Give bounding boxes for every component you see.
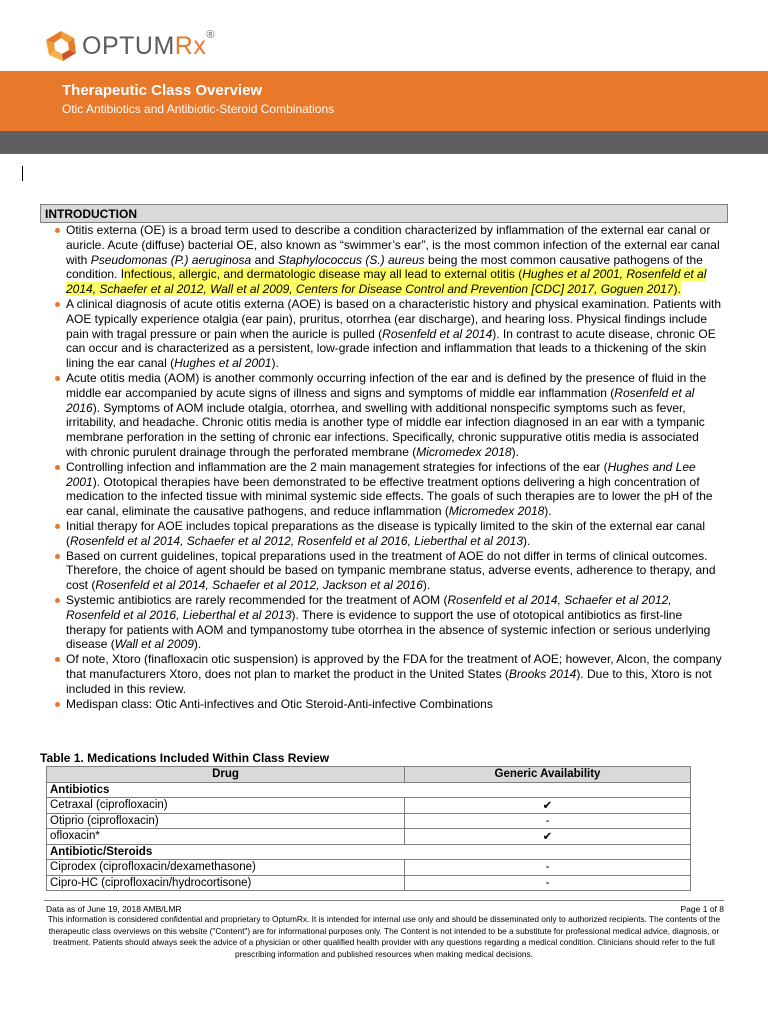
group-label: Antibiotic/Steroids [47,844,691,860]
title-banner [0,71,768,131]
bullet-italic: Staphylococcus (S.) aureus [277,252,425,267]
bullet-text: being the most common causative pathogens of the condition. [66,252,703,282]
bullet-text: Controlling infection and inflammation are the 2 main management strategies for infections of the ear ( [66,459,608,474]
bullet-text: ). [193,637,202,652]
bullet-text: Medispan class: Otic Anti-infectives and Otic Steroid-Anti-infective Combinations [66,696,493,711]
column-header-generic: Generic Availability [405,767,691,783]
bullet-item [54,519,722,549]
group-label: Antibiotics [47,782,691,798]
bullet-dot-icon [55,465,60,470]
highlighted-text: ). [673,282,681,297]
bullet-italic: Hughes and Lee 2001 [66,459,696,489]
bullet-text: Acute otitis media (AOM) is another commonly occurring infection of the ear and is defined by the presence of fluid in the middle ear accompanied by acute signs of illness and signs and symptoms of middle ear inflammation ( [66,370,707,400]
footer-date: Data as of June 19, 2018 AMB/LMR [46,904,182,914]
bullet-text: ). In contrast to acute disease, chronic OE can occur and is characterized as a persistent, low-grade infection and inflammation that leads to a thickening of the skin lining the ear canal ( [66,326,716,371]
generic-cell: - [405,875,691,891]
bullet-text: ). [523,533,531,548]
bullet-text: ). There is evidence to support the use of ototopical antibiotics as first-line therapy for patients with AOM and tympanostomy tube otorrhea in the absence of systemic infection or serious underlying disease ( [66,607,711,652]
bullet-dot-icon [55,598,60,603]
bullet-italic: Micromedex 2018 [416,444,512,459]
bullet-text: and [251,252,278,267]
bullet-text: ). [271,356,279,371]
bullet-text: ). Ototopical therapies have been demonstrated to be effective treatment options delivering a high concentration of medication to the infected tissue with minimal systemic side effects. The goals of such therapies are to lower the pH of the ear canal, eliminate the causative pathogens, and reduce inflammation ( [66,474,713,519]
bullet-dot-icon [55,524,60,529]
medications-table [46,766,691,891]
bullet-italic: Hughes et al 2001 [174,356,272,371]
bullet-text: ). [511,444,519,459]
introduction-bullet-list [54,223,722,711]
column-header-drug: Drug [47,767,405,783]
bullet-dot-icon [55,376,60,381]
bullet-item [54,593,722,652]
bullet-dot-icon [55,657,60,662]
bullet-item [54,652,722,696]
table-row [47,829,691,845]
bullet-item [54,460,722,519]
bullet-italic: Rosenfeld et al 2014, Schaefer et al 2012, Jackson et al 2016 [95,578,423,593]
bullet-text: Otitis externa (OE) is a broad term used to describe a condition characterized by inflammation of the external ear canal or auricle. Acute (diffuse) bacterial OE, also known as “swimmer’s ear”, is the most common infection of the external ear canal with [66,223,720,267]
bullet-item [54,697,722,712]
footer-disclaimer: This information is considered confidential and proprietary to OptumRx. It is intended for internal use only and should be disseminated only to authorized recipients. The contents of the therapeutic class overviews on this website ("Content") are for informational purposes only. The Content is not intended to be a substitute for professional medical advice, diagnosis, or treatment. Patients should always seek the advice of a physician or other qualified health provider with any questions regarding a medical condition. Clinicians should refer to the full prescribing information and published resources when making medical decisions. [47,914,721,959]
bullet-dot-icon [55,554,60,559]
optum-logo [44,26,215,66]
table-group-row [47,782,691,798]
highlighted-text: ( [514,267,523,282]
bullet-text: ). Symptoms of AOM include otalgia, otorrhea, and swelling with additional nonspecific symptoms such as fever, irritability, and headache. Chronic otitis media is another type of middle ear infection diagnosed in an ear with a tympanic membrane perforation in the setting of chronic ear infections. Specifically, chronic suppurative otitis media is associated with chronic purulent drainage through the perforated membrane ( [66,400,705,459]
section-heading-introduction: INTRODUCTION [40,204,728,223]
bullet-italic: Rosenfeld et al 2014 [382,326,493,341]
generic-cell: - [405,813,691,829]
document-subtitle: Otic Antibiotics and Antibiotic-Steroid Combinations [62,102,335,116]
header-divider-bar [0,131,768,154]
bullet-text: Based on current guidelines, topical preparations used in the treatment of AOE do not differ in terms of clinical outcomes. Therefore, the choice of agent should be based on tympanic membrane status, adverse events, adherence to therapy, and cost ( [66,548,716,593]
bullet-italic: Micromedex 2018 [448,504,545,519]
bullet-item [54,297,722,371]
highlighted-citation: Hughes et al 2001, Rosenfeld et al 2014, Schaefer et al 2012, Wall et al 2009, Centers for Disease Control and Prevention [CDC] 2017, Goguen 2017 [66,267,707,297]
drug-cell: Cetraxal (ciprofloxacin) [47,798,405,814]
table-group-row [47,844,691,860]
drug-cell: Otiprio (ciprofloxacin) [47,813,405,829]
text-cursor [22,166,23,181]
table-header-row [47,767,691,783]
bullet-text: Systemic antibiotics are rarely recommended for the treatment of AOM ( [66,592,448,607]
bullet-italic: Rosenfeld et al 2014, Schaefer et al 2012, Rosenfeld et al 2016, Lieberthal et al 2013 [66,592,672,622]
table-row [47,875,691,891]
bullet-text: ). Due to this, Xtoro is not included in this review. [66,666,712,696]
footer-page-number: Page 1 of 8 [680,904,724,914]
logo-wordmark: OPTUMRx® [82,28,215,60]
generic-cell: - [405,860,691,876]
bullet-text: ). [422,578,431,593]
highlighted-text: Infectious, allergic, and dermatologic disease may all lead to external otitis [120,267,515,282]
bullet-text: Initial therapy for AOE includes topical preparations as the disease is typically limited to the skin of the external ear canal ( [66,518,706,548]
table-row [47,813,691,829]
generic-cell: ✔ [405,829,691,845]
bullet-italic: Rosenfeld et al 2016 [66,385,695,415]
bullet-dot-icon [55,302,60,307]
bullet-item [54,549,722,593]
table-row [47,798,691,814]
bullet-italic: Pseudomonas (P.) aeruginosa [90,252,252,267]
drug-cell: Cipro-HC (ciprofloxacin/hydrocortisone) [47,875,405,891]
bullet-text: ). [544,504,552,519]
bullet-text: A clinical diagnosis of acute otitis externa (AOE) is based on a characteristic history and physical examination. Patients with AOE typically experience otalgia (ear pain), pruritus, otorrhea (ear discharge), and hearing loss. Physical findings include pain with tragal pressure or pain when the auricle is pulled ( [66,296,721,341]
logo-suffix: Rx [174,31,207,60]
bullet-dot-icon [55,228,60,233]
table-title: Table 1. Medications Included Within Class Review [40,751,330,765]
bullet-item [54,371,722,460]
bullet-italic: Brooks 2014 [508,666,577,681]
bullet-italic: Wall et al 2009 [114,637,194,652]
bullet-text: Of note, Xtoro (finafloxacin otic suspension) is approved by the FDA for the treatment of AOE; however, Alcon, the company that manufacturers Xtoro, does not plan to market the product in the United States ( [66,652,722,681]
footer-divider [44,900,724,901]
document-title: Therapeutic Class Overview [62,82,263,99]
generic-cell: ✔ [405,798,691,814]
bullet-italic: Rosenfeld et al 2014, Schaefer et al 2012, Rosenfeld et al 2016, Lieberthal et al 2013 [70,533,523,548]
table-row [47,860,691,876]
logo-text: OPTUM [82,31,175,60]
bullet-dot-icon [55,702,60,707]
bullet-item [54,223,722,297]
optum-logo-mark-icon [44,29,78,63]
drug-cell: ofloxacin* [47,829,405,845]
drug-cell: Ciprodex (ciprofloxacin/dexamethasone) [47,860,405,876]
